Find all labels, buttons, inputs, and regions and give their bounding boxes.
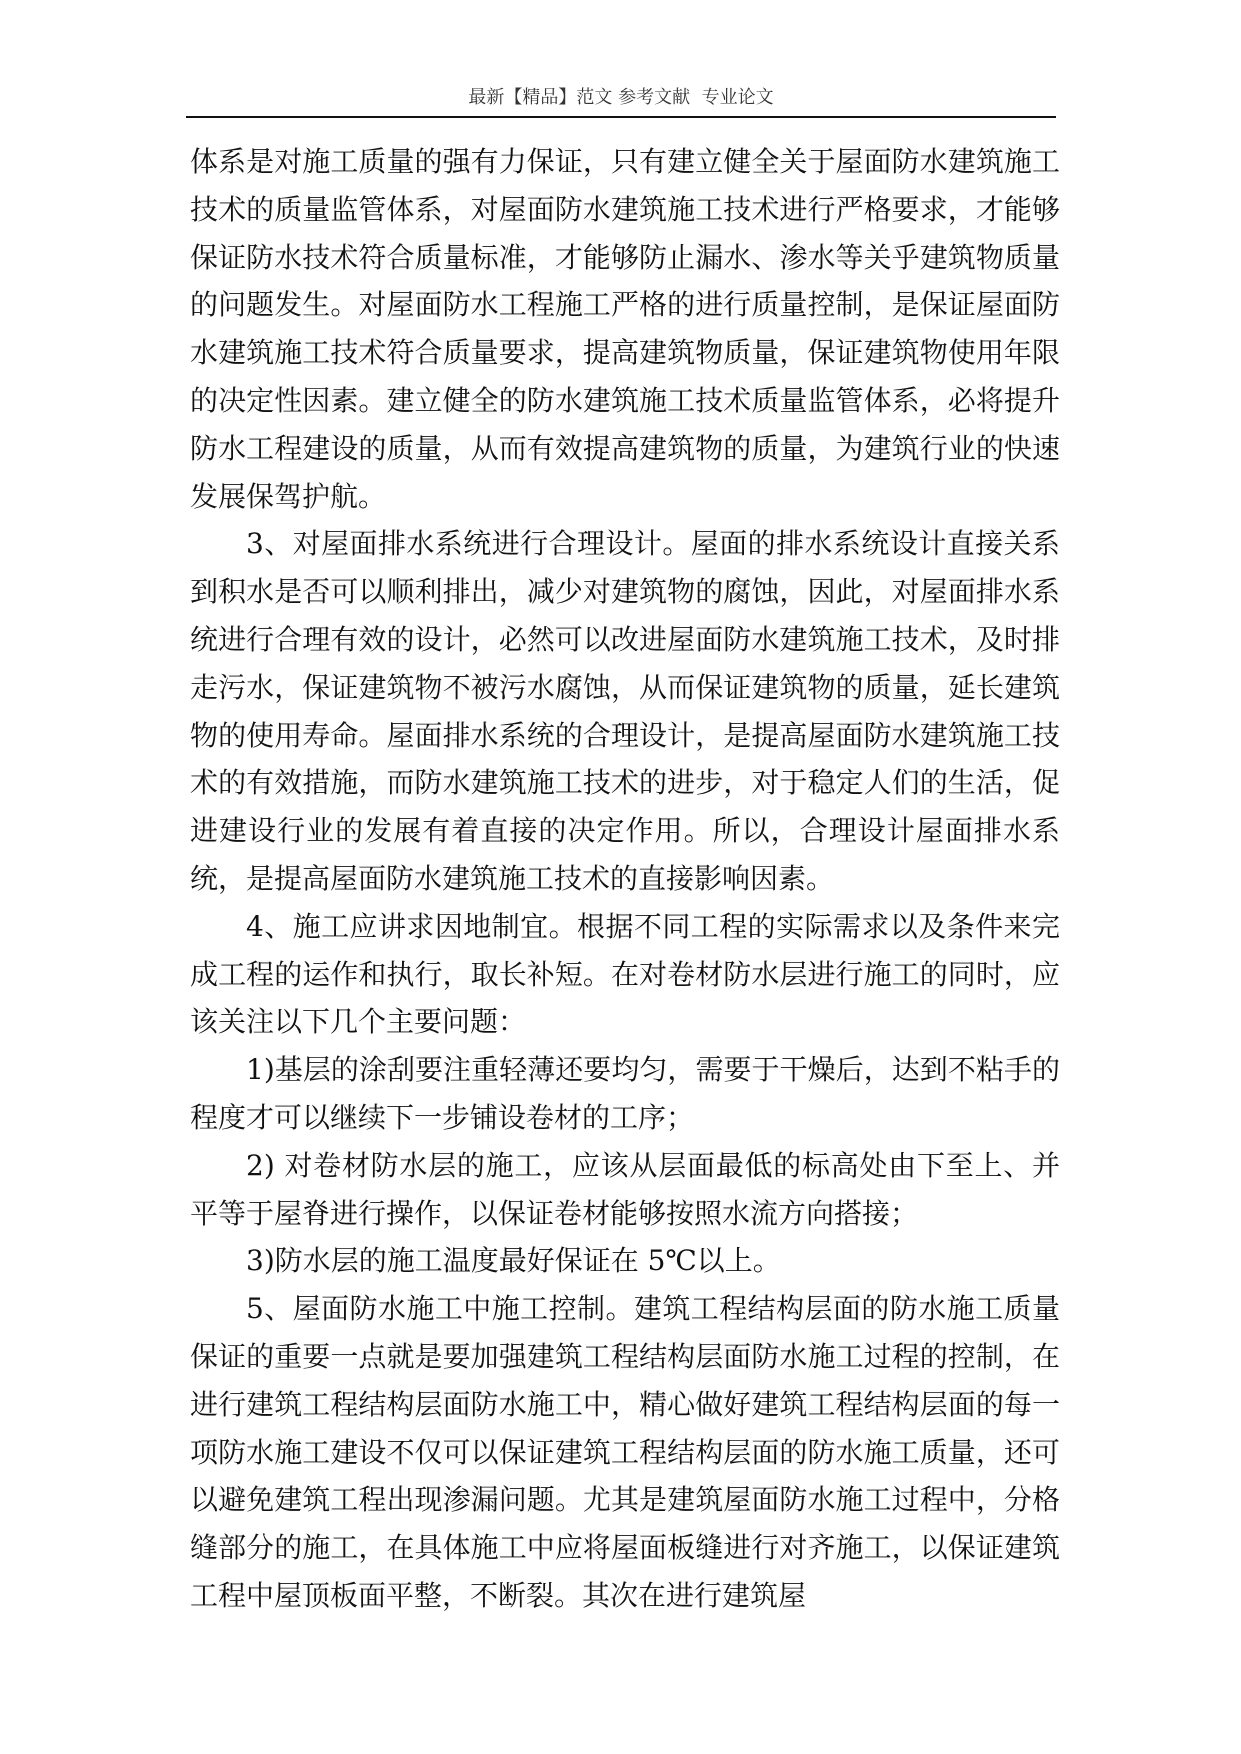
paragraph-drainage-design: 3、对屋面排水系统进行合理设计。屋面的排水系统设计直接关系到积水是否可以顺利排出，减少对建筑物的腐蚀，因此，对屋面排水系统进行合理有效的设计，必然可以改进屋面防水建筑施工技术，及时排走污水，保证建筑物不被污水腐蚀，从而保证建筑物的质量，延长建筑物的使用寿命。屋面排水系统的合理设计，是提高屋面防水建筑施工技术的有效措施，而防水建筑施工技术的进步，对于稳定人们的生活，促进建设行业的发展有着直接的决定作用。所以，合理设计屋面排水系统，是提高屋面防水建筑施工技术的直接影响因素。 xyxy=(190,527,1060,895)
header-rule xyxy=(186,116,1056,118)
paragraph-quality-supervision: 体系是对施工质量的强有力保证，只有建立健全关于屋面防水建筑施工技术的质量监管体系，对屋面防水建筑施工技术进行严格要求，才能够保证防水技术符合质量标准，才能够防止漏水、渗水等关乎建筑物质量的问题发生。对屋面防水工程施工严格的进行质量控制，是保证屋面防水建筑施工技术符合质量要求，提高建筑物质量，保证建筑物使用年限的决定性因素。建立健全的防水建筑施工技术质量监管体系，必将提升防水工程建设的质量，从而有效提高建筑物的质量，为建筑行业的快速发展保驾护航。 xyxy=(190,145,1060,513)
list-item-membrane-laying: 2) 对卷材防水层的施工，应该从层面最低的标高处由下至上、并平等于屋脊进行操作，以保证卷材能够按照水流方向搭接； xyxy=(190,1148,1060,1230)
paragraph-construction-control: 5、屋面防水施工中施工控制。建筑工程结构层面的防水施工质量保证的重要一点就是要加强建筑工程结构层面防水施工过程的控制，在进行建筑工程结构层面防水施工中，精心做好建筑工程结构层面的每一项防水施工建设不仅可以保证建筑工程结构层面的防水施工质量，还可以避免建筑工程出现渗漏问题。尤其是建筑屋面防水施工过程中，分格缝部分的施工，在具体施工中应将屋面板缝进行对齐施工，以保证建筑工程中屋顶板面平整，不断裂。其次在进行建筑屋 xyxy=(190,1292,1060,1612)
list-item-base-coating: 1)基层的涂刮要注重轻薄还要均匀，需要于干燥后，达到不粘手的程度才可以继续下一步铺设卷材的工序； xyxy=(190,1053,1060,1134)
list-item-temperature: 3)防水层的施工温度最好保证在 5℃以上。 xyxy=(246,1244,781,1278)
page-header: 最新【精品】范文 参考文献 专业论文 xyxy=(468,87,774,108)
document-body xyxy=(190,138,1060,1620)
paragraph-local-conditions: 4、施工应讲求因地制宜。根据不同工程的实际需求以及条件来完成工程的运作和执行，取长补短。在对卷材防水层进行施工的同时，应该关注以下几个主要问题： xyxy=(190,909,1060,1039)
